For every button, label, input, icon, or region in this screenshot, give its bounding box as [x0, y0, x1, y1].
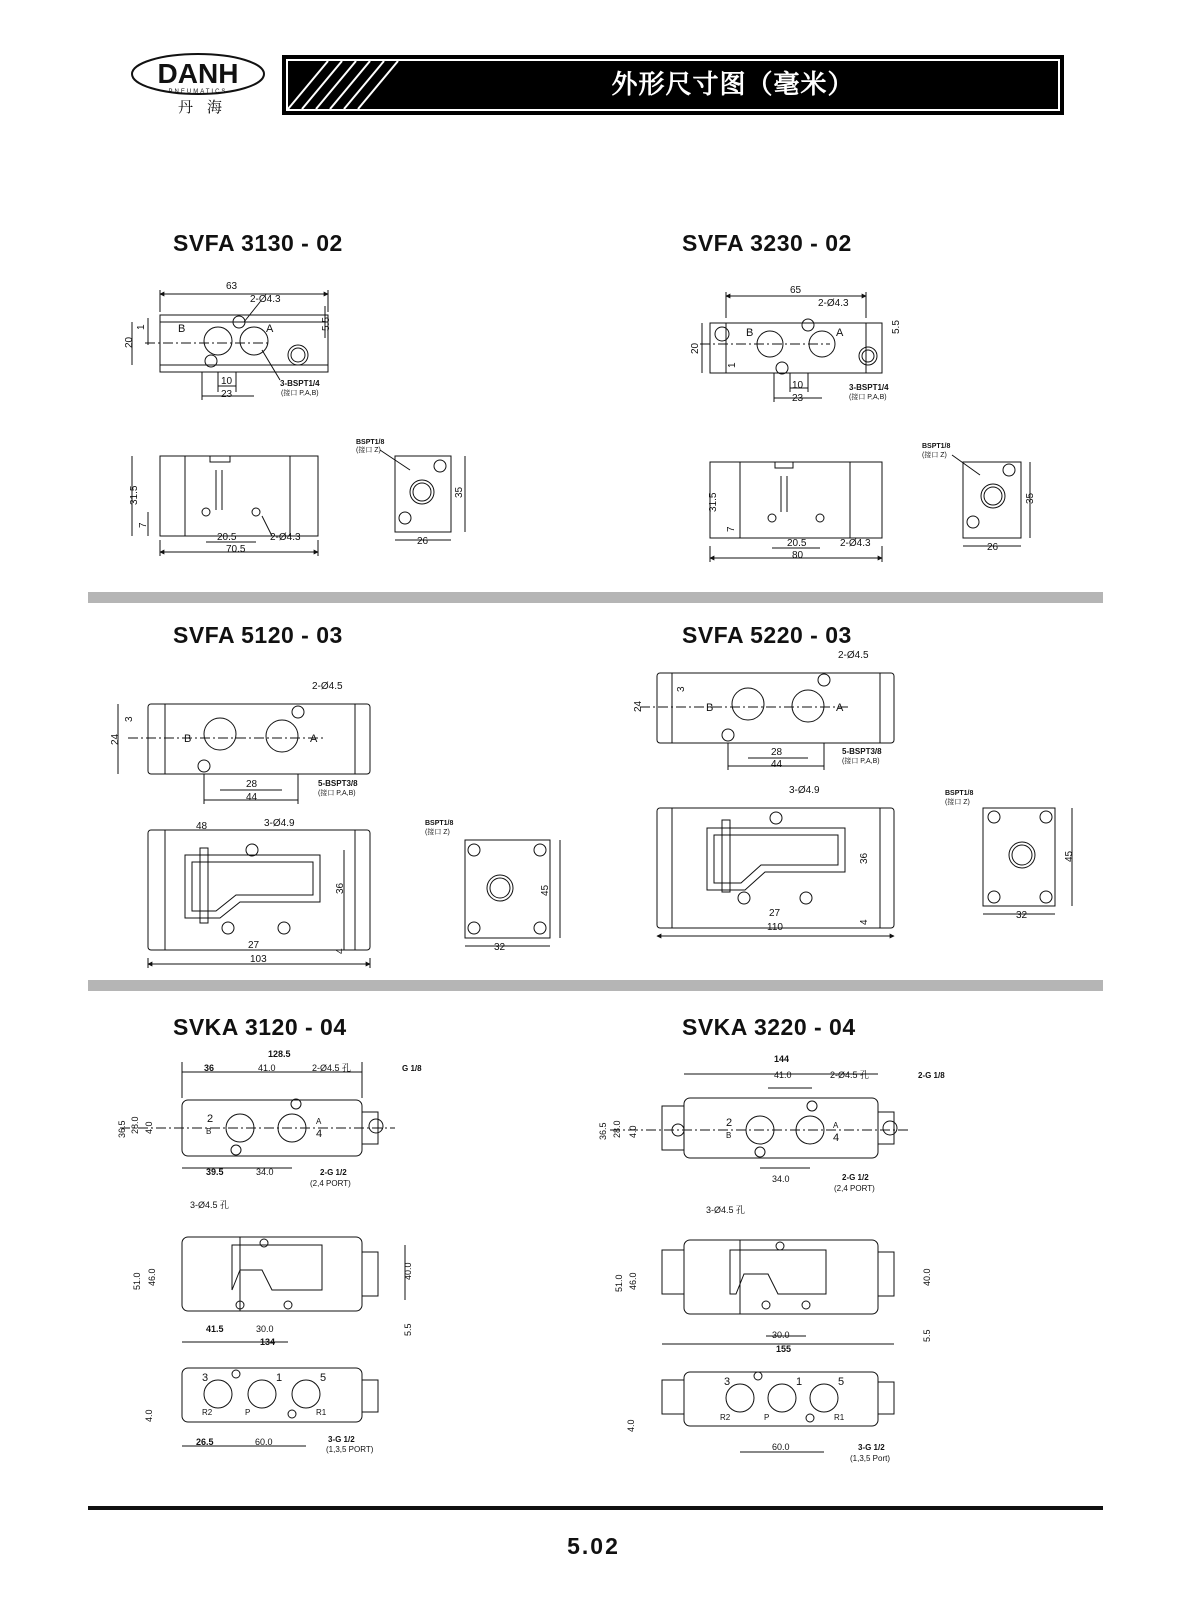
note-m6-135: (1,3,5 Port) — [850, 1454, 891, 1463]
dim-m1-end-w: 26 — [417, 536, 429, 547]
label-m5-box-a: A — [316, 1117, 322, 1126]
dim-m5-port: 2-G 1/2 — [320, 1168, 347, 1177]
dim-m1-end-h: 35 — [454, 486, 465, 498]
note-m1-z: (接口 Z) — [356, 447, 381, 454]
dim-m4-h24: 24 — [633, 700, 644, 712]
dim-m2-h20: 20 — [690, 342, 701, 354]
label-m1-a: A — [266, 323, 274, 335]
dim-m1-h1: 1 — [136, 324, 147, 330]
dim-m2-port: 3-BSPT1/4 — [849, 383, 889, 392]
dim-m2-side-w: 80 — [792, 550, 804, 561]
dim-m5-g18: G 1/8 — [402, 1064, 422, 1073]
dim-m4-side-36: 36 — [859, 852, 870, 864]
label-m6-box-r2: R2 — [720, 1413, 731, 1422]
model-title-6: SVKA 3220 - 04 — [682, 1014, 856, 1040]
dim-m6-h4: 4.0 — [628, 1125, 638, 1138]
page-title: 外形尺寸图（毫米） — [611, 70, 855, 100]
label-m6-2: 2 — [726, 1117, 733, 1129]
dim-m1-side-w: 70.5 — [226, 544, 246, 555]
label-m5-box-p: P — [245, 1408, 251, 1417]
model-title-2: SVFA 3230 - 02 — [682, 230, 852, 256]
dim-m5-d395: 39.5 — [206, 1167, 224, 1177]
dim-m1-side-7: 7 — [138, 522, 149, 528]
dim-m5-bot-60: 60.0 — [255, 1437, 273, 1447]
label-m5-3: 3 — [202, 1372, 209, 1384]
dim-m4-side-27: 27 — [769, 908, 781, 919]
dim-m6-h365: 36.5 — [598, 1122, 608, 1140]
label-m5-1: 1 — [276, 1372, 283, 1384]
label-m3-b: B — [184, 733, 192, 745]
dim-m5-h4: 4.0 — [144, 1121, 154, 1134]
label-m6-box-r1: R1 — [834, 1413, 845, 1422]
label-m5-4: 4 — [316, 1128, 323, 1140]
dim-m1-d10: 10 — [221, 376, 233, 387]
note-m2-pab: (接口 P,A,B) — [849, 394, 887, 401]
dim-m5-d41: 41.0 — [258, 1063, 276, 1073]
drawing-m6-side — [662, 1240, 894, 1344]
dim-m4-hole: 2-Ø4.5 — [838, 650, 869, 661]
dim-m6-hole: 2-Ø4.5 孔 — [830, 1070, 870, 1080]
dim-m6-side-51: 51.0 — [614, 1274, 624, 1292]
dim-m5-side-hole: 3-Ø4.5 孔 — [190, 1200, 230, 1210]
note-m6-24: (2,4 PORT) — [834, 1184, 875, 1193]
dim-m6-w: 144 — [774, 1054, 790, 1064]
dim-m5-side-40: 40.0 — [403, 1262, 413, 1280]
dim-m3-end-w: 32 — [494, 942, 506, 953]
dim-m4-d28: 28 — [771, 747, 783, 758]
dim-m1-side-hole: 2-Ø4.3 — [270, 532, 301, 543]
label-m6-5: 5 — [838, 1376, 845, 1388]
dim-m6-side-w: 155 — [776, 1344, 792, 1354]
note-m1-pab: (接口 P,A,B) — [281, 390, 319, 397]
dim-m2-w: 65 — [790, 285, 802, 296]
dim-m2-h1: 1 — [727, 362, 738, 368]
dim-m5-side-415: 41.5 — [206, 1324, 224, 1334]
logo-text: DANH — [157, 58, 239, 89]
model-title-3: SVFA 5120 - 03 — [173, 622, 343, 648]
dim-m1-w: 63 — [226, 281, 238, 292]
dim-m5-bot-4: 4.0 — [144, 1409, 154, 1422]
logo-small: PNEUMATICS — [168, 89, 228, 95]
dim-m3-d28: 28 — [246, 779, 258, 790]
dim-m1-side-205: 20.5 — [217, 532, 237, 543]
label-m2-b: B — [746, 327, 754, 339]
drawing-m1-end — [380, 450, 465, 540]
dim-m3-side-w: 103 — [250, 954, 267, 965]
dim-m3-side-4: 4 — [335, 948, 346, 954]
dim-m6-side-30: 30.0 — [772, 1330, 790, 1340]
dim-m4-side-w: 110 — [767, 922, 783, 933]
dim-m5-d36: 36 — [204, 1063, 215, 1073]
note-m4-pab: (接口 P,A,B) — [842, 758, 880, 765]
model-title-1: SVFA 3130 - 02 — [173, 230, 343, 256]
dim-m1-side-h: 31.5 — [129, 485, 140, 505]
dim-m2-d23: 23 — [792, 393, 804, 404]
dim-m2-d55: 5.5 — [891, 320, 902, 334]
label-m2-a: A — [836, 327, 844, 339]
drawing-m2-end — [952, 455, 1030, 546]
dim-m4-d44: 44 — [771, 759, 783, 770]
dim-m5-bot-265: 26.5 — [196, 1437, 214, 1447]
drawing-m6-top — [610, 1074, 910, 1168]
label-m5-box-b: B — [206, 1127, 212, 1136]
dim-m1-hole: 2-Ø4.3 — [250, 294, 281, 305]
dim-m3-d44: 44 — [246, 792, 258, 803]
dim-m2-side-7: 7 — [726, 526, 737, 532]
dim-m4-end-h: 45 — [1064, 850, 1075, 862]
dim-m3-side-hole: 3-Ø4.9 — [264, 818, 295, 829]
dim-m6-g18: 2-G 1/8 — [918, 1071, 945, 1080]
dim-m2-d10: 10 — [792, 380, 804, 391]
dim-m5-side-46: 46.0 — [147, 1268, 157, 1286]
dim-m6-d41: 41.0 — [774, 1070, 792, 1080]
dim-m6-bot-60: 60.0 — [772, 1442, 790, 1452]
label-m6-3: 3 — [724, 1376, 731, 1388]
label-m4-b: B — [706, 702, 714, 714]
drawing-m4-end — [983, 808, 1072, 914]
label-m2-bspt: BSPT1/8 — [922, 443, 951, 450]
dim-m2-side-205: 20.5 — [787, 538, 807, 549]
dim-m3-end-h: 45 — [540, 884, 551, 896]
dim-m6-side-40: 40.0 — [922, 1268, 932, 1286]
dim-m4-end-w: 32 — [1016, 910, 1028, 921]
dim-m6-side-55: 5.5 — [922, 1329, 932, 1342]
label-m1-b: B — [178, 323, 186, 335]
dim-m5-side-51: 51.0 — [132, 1272, 142, 1290]
label-m6-box-a: A — [833, 1121, 839, 1130]
note-m3-z: (接口 Z) — [425, 829, 450, 836]
dim-m6-d34: 34.0 — [772, 1174, 790, 1184]
dim-m3-h3: 3 — [124, 716, 135, 722]
dim-m4-side-hole: 3-Ø4.9 — [789, 785, 820, 796]
dim-m2-end-w: 26 — [987, 542, 999, 553]
label-m6-1: 1 — [796, 1376, 803, 1388]
label-m1-bspt: BSPT1/8 — [356, 439, 385, 446]
dim-m6-port: 2-G 1/2 — [842, 1173, 869, 1182]
dim-m3-h24: 24 — [110, 733, 121, 745]
dim-m4-h3: 3 — [676, 686, 687, 692]
drawing-m6-bottom — [662, 1372, 894, 1452]
dim-m3-side-27: 27 — [248, 940, 260, 951]
note-m5-135: (1,3,5 PORT) — [326, 1445, 374, 1454]
dim-m6-bot-4: 4.0 — [626, 1419, 636, 1432]
dim-m5-side-30: 30.0 — [256, 1324, 274, 1334]
dim-m5-side-w: 134 — [260, 1337, 276, 1347]
dim-m1-h20: 20 — [124, 336, 135, 348]
label-m3-bspt: BSPT1/8 — [425, 820, 454, 827]
dim-m2-end-h: 35 — [1025, 492, 1036, 504]
dim-m6-bot-port: 3-G 1/2 — [858, 1443, 885, 1452]
dim-m3-port: 5-BSPT3/8 — [318, 779, 358, 788]
dim-m6-side-hole: 3-Ø4.5 孔 — [706, 1205, 746, 1215]
dim-m5-w: 128.5 — [268, 1049, 291, 1059]
drawing-m3-top — [118, 704, 370, 804]
dim-m5-side-55: 5.5 — [403, 1323, 413, 1336]
footer-rule — [88, 1506, 1103, 1510]
drawing-m5-top — [120, 1062, 395, 1168]
page-number: 5.02 — [567, 1533, 620, 1559]
label-m4-bspt: BSPT1/8 — [945, 790, 974, 797]
label-m6-box-b: B — [726, 1131, 732, 1140]
dim-m3-hole: 2-Ø4.5 — [312, 681, 343, 692]
label-m5-5: 5 — [320, 1372, 327, 1384]
note-m2-z: (接口 Z) — [922, 452, 947, 459]
dim-m5-bot-port: 3-G 1/2 — [328, 1435, 355, 1444]
dim-m5-h365: 36.5 — [117, 1120, 127, 1138]
dim-m6-h28: 28.0 — [612, 1120, 622, 1138]
note-m5-24: (2,4 PORT) — [310, 1179, 351, 1188]
dim-m5-hole: 2-Ø4.5 孔 — [312, 1063, 352, 1073]
dim-m4-port: 5-BSPT3/8 — [842, 747, 882, 756]
dim-m3-side-48: 48 — [196, 821, 208, 832]
dim-m4-side-4: 4 — [859, 919, 870, 925]
model-title-4: SVFA 5220 - 03 — [682, 622, 852, 648]
dim-m3-side-36: 36 — [335, 882, 346, 894]
dim-m1-port: 3-BSPT1/4 — [280, 379, 320, 388]
label-m6-4: 4 — [833, 1132, 840, 1144]
dim-m2-hole: 2-Ø4.3 — [818, 298, 849, 309]
dim-m2-side-h: 31.5 — [708, 492, 719, 512]
label-m5-2: 2 — [207, 1113, 214, 1125]
note-m4-z: (接口 Z) — [945, 799, 970, 806]
label-m6-box-p: P — [764, 1413, 770, 1422]
label-m5-box-r1: R1 — [316, 1408, 327, 1417]
model-title-5: SVKA 3120 - 04 — [173, 1014, 347, 1040]
label-m5-box-r2: R2 — [202, 1408, 213, 1417]
note-m3-pab: (接口 P,A,B) — [318, 790, 356, 797]
dim-m1-d23: 23 — [221, 389, 233, 400]
dim-m6-side-46: 46.0 — [628, 1272, 638, 1290]
logo-cn: 丹海 — [178, 98, 237, 116]
dim-m5-d34: 34.0 — [256, 1167, 274, 1177]
dim-m2-side-hole: 2-Ø4.3 — [840, 538, 871, 549]
dim-m1-d55: 5.5 — [321, 317, 332, 331]
dim-m5-h28: 28.0 — [130, 1116, 140, 1134]
label-m4-a: A — [836, 702, 844, 714]
label-m3-a: A — [310, 733, 318, 745]
